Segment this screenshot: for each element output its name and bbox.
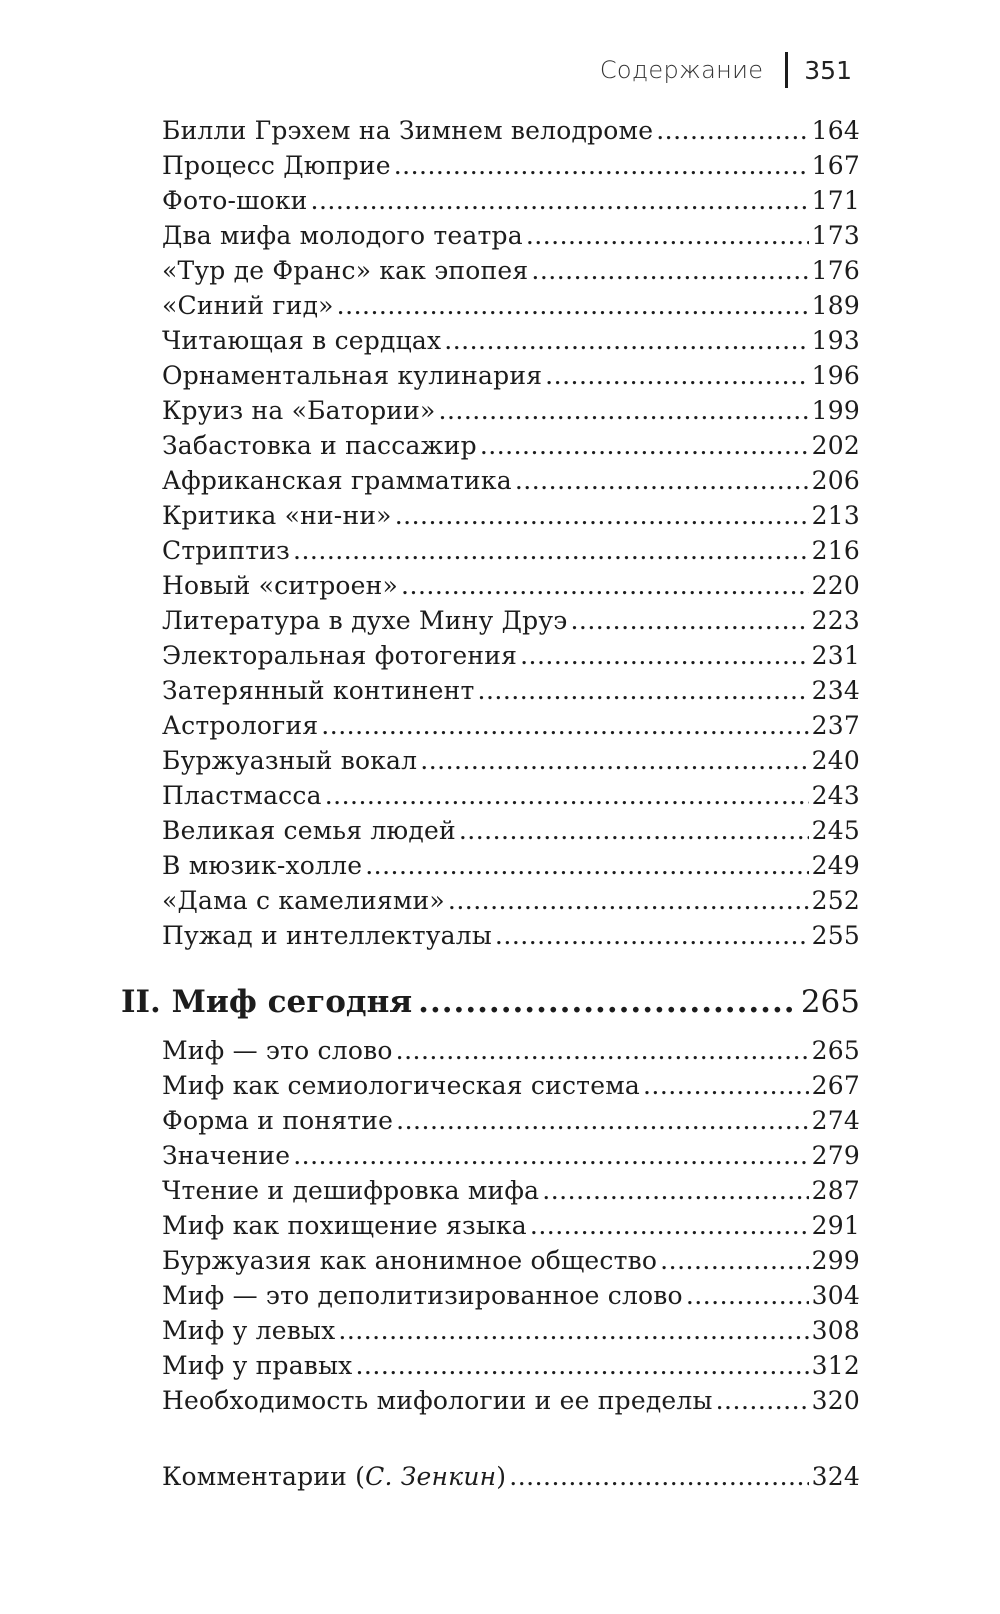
- toc-entry-commentary[interactable]: [162, 1459, 860, 1494]
- toc-entry-title: Забастовка и пассажир: [162, 431, 477, 460]
- toc-entry-page: 199: [811, 396, 860, 425]
- toc-entry[interactable]: [162, 1278, 860, 1313]
- toc-entry[interactable]: [162, 113, 860, 148]
- toc-entry-page: 255: [811, 921, 860, 950]
- part-page: 265: [800, 984, 860, 1020]
- toc-entry[interactable]: [162, 498, 860, 533]
- toc-entry-page: 167: [811, 151, 860, 180]
- toc-entry-page: 267: [811, 1071, 860, 1100]
- toc-part-heading[interactable]: [121, 980, 860, 1024]
- toc-list-part-one: [162, 113, 860, 953]
- toc-entry-title: Новый «ситроен»: [162, 571, 399, 600]
- toc-entry[interactable]: [162, 778, 860, 813]
- leader-dots: [686, 1278, 809, 1313]
- toc-entry-title: Миф как семиологическая система: [162, 1071, 640, 1100]
- toc-entry-page: 249: [811, 851, 860, 880]
- toc-entry-title: Процесс Дюприе: [162, 151, 391, 180]
- page-number: 351: [804, 55, 852, 85]
- toc-entry-page: 320: [811, 1386, 860, 1415]
- toc-entry[interactable]: [162, 603, 860, 638]
- leader-dots: [420, 743, 808, 778]
- toc-entry[interactable]: [162, 463, 860, 498]
- toc-entry-title: «Синий гид»: [162, 291, 334, 320]
- leader-dots: [439, 393, 809, 428]
- toc-entry-title: Миф как похищение языка: [162, 1211, 527, 1240]
- toc-entry-title: В мюзик-холле: [162, 851, 363, 880]
- leader-dots: [395, 498, 809, 533]
- leader-dots: [509, 1459, 808, 1494]
- leader-dots: [448, 883, 809, 918]
- toc-entry[interactable]: [162, 568, 860, 603]
- leader-dots: [311, 183, 809, 218]
- toc-entry[interactable]: [162, 1173, 860, 1208]
- toc-entry-page: 231: [811, 641, 860, 670]
- toc-entry-page: 237: [811, 711, 860, 740]
- toc-entry-page: 220: [811, 571, 860, 600]
- toc-entry-title: Миф у левых: [162, 1316, 336, 1345]
- leader-dots: [660, 1243, 809, 1278]
- toc-entry[interactable]: [162, 743, 860, 778]
- leader-dots: [394, 148, 809, 183]
- leader-dots: [321, 708, 808, 743]
- toc-entry[interactable]: [162, 848, 860, 883]
- toc-entry-page: 252: [811, 886, 860, 915]
- toc-entry-title: Африканская грамматика: [162, 466, 512, 495]
- toc-entry-title: Чтение и дешифровка мифа: [162, 1176, 540, 1205]
- part-title: II. Миф сегодня: [121, 984, 413, 1020]
- toc-entry[interactable]: [162, 288, 860, 323]
- toc-entry-page: 189: [811, 291, 860, 320]
- leader-dots: [325, 778, 809, 813]
- toc-entry-title: Буржуазия как анонимное общество: [162, 1246, 658, 1275]
- leader-dots: [478, 673, 809, 708]
- toc-entry-page: 171: [811, 186, 860, 215]
- commentary-prefix: Комментарии (: [162, 1462, 366, 1491]
- toc-entry-page: 245: [811, 816, 860, 845]
- leader-dots: [526, 218, 809, 253]
- toc-entry-title: Значение: [162, 1141, 291, 1170]
- leader-dots: [418, 980, 795, 1024]
- leader-dots: [530, 1208, 809, 1243]
- header-divider: [785, 52, 788, 88]
- toc-entry-page: 304: [811, 1281, 860, 1310]
- toc-entry-page: 164: [811, 116, 860, 145]
- toc-entry[interactable]: [162, 1033, 860, 1068]
- toc-entry-title: [162, 1459, 506, 1494]
- leader-dots: [293, 1138, 808, 1173]
- toc-entry[interactable]: [162, 1313, 860, 1348]
- toc-entry-page: 196: [811, 361, 860, 390]
- toc-entry[interactable]: [162, 1068, 860, 1103]
- leader-dots: [542, 1173, 808, 1208]
- toc-entry-title: Билли Грэхем на Зимнем велодроме: [162, 116, 654, 145]
- toc-entry-page: 308: [811, 1316, 860, 1345]
- toc-entry-title: Фото-шоки: [162, 186, 308, 215]
- toc-entry-title: Стриптиз: [162, 536, 291, 565]
- leader-dots: [570, 603, 808, 638]
- leader-dots: [401, 568, 809, 603]
- toc-entry-page: 216: [811, 536, 860, 565]
- toc-entry-title: Пластмасса: [162, 781, 322, 810]
- toc-entry-title: Миф — это слово: [162, 1036, 393, 1065]
- toc-entry-title: Литература в духе Мину Друэ: [162, 606, 568, 635]
- toc-entry-title: Форма и понятие: [162, 1106, 394, 1135]
- toc-entry-title: Читающая в сердцах: [162, 326, 442, 355]
- toc-entry[interactable]: [162, 323, 860, 358]
- toc-entry-page: 206: [811, 466, 860, 495]
- toc-entry-title: «Дама с камелиями»: [162, 886, 445, 915]
- leader-dots: [656, 113, 808, 148]
- leader-dots: [495, 918, 809, 953]
- running-header: [600, 52, 852, 88]
- toc-entry-page: 173: [811, 221, 860, 250]
- toc-entry[interactable]: [162, 673, 860, 708]
- toc-entry[interactable]: [162, 1138, 860, 1173]
- toc-entry-page: 176: [811, 256, 860, 285]
- leader-dots: [459, 813, 809, 848]
- leader-dots: [531, 253, 808, 288]
- toc-entry-page: 240: [811, 746, 860, 775]
- toc-entry[interactable]: [162, 218, 860, 253]
- leader-dots: [643, 1068, 809, 1103]
- leader-dots: [444, 323, 808, 358]
- toc-entry-page: 324: [811, 1462, 860, 1491]
- leader-dots: [545, 358, 809, 393]
- toc-entry[interactable]: [162, 393, 860, 428]
- toc-entry-page: 299: [811, 1246, 860, 1275]
- toc-entry-title: Затерянный континент: [162, 676, 475, 705]
- leader-dots: [355, 1348, 808, 1383]
- toc-entry-title: Круиз на «Батории»: [162, 396, 436, 425]
- leader-dots: [338, 1313, 808, 1348]
- toc-entry[interactable]: [162, 1348, 860, 1383]
- leader-dots: [480, 428, 809, 463]
- toc-entry[interactable]: [162, 1103, 860, 1138]
- commentary-suffix: ): [496, 1462, 507, 1491]
- toc-entry-page: 223: [811, 606, 860, 635]
- toc-entry-title: Критика «ни-ни»: [162, 501, 392, 530]
- leader-dots: [515, 463, 809, 498]
- commentary-author: С. Зенкин: [365, 1462, 497, 1491]
- toc-entry[interactable]: [162, 918, 860, 953]
- toc-entry-page: 265: [811, 1036, 860, 1065]
- toc-entry-title: Миф — это деполитизированное слово: [162, 1281, 683, 1310]
- toc-entry[interactable]: [162, 813, 860, 848]
- toc-entry-title: «Тур де Франс» как эпопея: [162, 256, 529, 285]
- toc-entry-title: Электоральная фотогения: [162, 641, 518, 670]
- toc-entry-title: Великая семья людей: [162, 816, 456, 845]
- toc-entry[interactable]: [162, 1243, 860, 1278]
- toc-entry[interactable]: [162, 183, 860, 218]
- toc-entry-page: 202: [811, 431, 860, 460]
- toc-entry-page: 287: [811, 1176, 860, 1205]
- leader-dots: [337, 288, 809, 323]
- toc-entry-page: 193: [811, 326, 860, 355]
- toc-entry-page: 279: [811, 1141, 860, 1170]
- toc-entry[interactable]: [162, 148, 860, 183]
- toc-entry[interactable]: [162, 638, 860, 673]
- toc-commentary: [162, 1459, 860, 1494]
- toc-entry[interactable]: [162, 533, 860, 568]
- toc-entry[interactable]: [162, 428, 860, 463]
- toc-entry-page: 274: [811, 1106, 860, 1135]
- toc-entry-title: Два мифа молодого театра: [162, 221, 523, 250]
- toc-entry[interactable]: [162, 1208, 860, 1243]
- leader-dots: [293, 533, 809, 568]
- toc-list-part-two: [162, 1033, 860, 1418]
- toc-entry-title: Необходимость мифологии и ее пределы: [162, 1386, 713, 1415]
- toc-entry[interactable]: [162, 708, 860, 743]
- toc-entry[interactable]: [162, 358, 860, 393]
- toc-entry[interactable]: [162, 883, 860, 918]
- leader-dots: [520, 638, 809, 673]
- toc-entry-page: 312: [811, 1351, 860, 1380]
- toc-entry-title: Пужад и интеллектуалы: [162, 921, 492, 950]
- toc-entry-title: Миф у правых: [162, 1351, 353, 1380]
- running-header-section: Содержание: [599, 56, 764, 84]
- toc-entry[interactable]: [162, 253, 860, 288]
- toc-entry-page: 243: [811, 781, 860, 810]
- toc-entry-page: 213: [811, 501, 860, 530]
- toc-entry-title: Астрология: [162, 711, 319, 740]
- toc-entry[interactable]: [162, 1383, 860, 1418]
- leader-dots: [396, 1033, 809, 1068]
- toc-entry-title: Орнаментальная кулинария: [162, 361, 543, 390]
- toc-entry-title: Буржуазный вокал: [162, 746, 418, 775]
- toc-entry-page: 291: [811, 1211, 860, 1240]
- leader-dots: [365, 848, 808, 883]
- toc-entry-page: 234: [811, 676, 860, 705]
- leader-dots: [716, 1383, 809, 1418]
- leader-dots: [396, 1103, 809, 1138]
